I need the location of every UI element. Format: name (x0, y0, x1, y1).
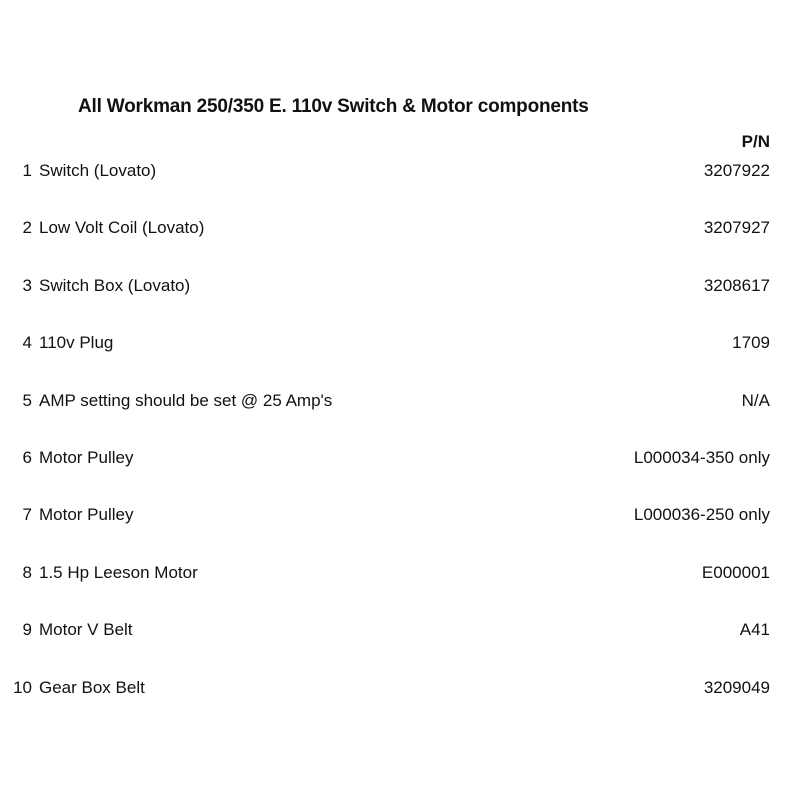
item-description: 110v Plug (39, 333, 114, 353)
item-part-number: 3207927 (703, 218, 770, 238)
item-part-number: A41 (739, 620, 770, 640)
list-item (0, 620, 800, 644)
item-part-number: L000034-350 only (633, 448, 770, 467)
item-number: 2 (22, 218, 32, 238)
list-item (0, 391, 800, 415)
item-number: 1 (22, 161, 32, 180)
list-item (0, 448, 800, 472)
item-part-number: 3209049 (703, 677, 770, 697)
item-number: 9 (22, 620, 32, 640)
list-item (0, 678, 800, 702)
item-description: AMP setting should be set @ 25 Amp's (39, 390, 333, 410)
item-part-number: N/A (741, 390, 770, 410)
item-number: 8 (22, 562, 32, 582)
item-number: 10 (13, 677, 32, 697)
page-title: All Workman 250/350 E. 110v Switch & Motor components (78, 96, 589, 117)
list-item (0, 161, 800, 185)
item-part-number: E000001 (701, 562, 770, 582)
item-part-number: 3208617 (703, 275, 770, 295)
item-description: Switch (Lovato) (39, 161, 157, 180)
item-description: Motor Pulley (39, 448, 134, 467)
list-item (0, 218, 800, 242)
item-description: Gear Box Belt (39, 677, 145, 697)
item-part-number: 3207922 (703, 161, 770, 180)
item-number: 5 (22, 390, 32, 410)
item-description: Motor Pulley (39, 505, 134, 525)
item-description: Switch Box (Lovato) (39, 275, 191, 295)
item-number: 4 (22, 333, 32, 353)
list-item (0, 563, 800, 587)
list-item (0, 505, 800, 529)
item-description: Low Volt Coil (Lovato) (39, 218, 205, 238)
list-item (0, 333, 800, 357)
item-description: 1.5 Hp Leeson Motor (39, 562, 198, 582)
item-part-number: L000036-250 only (633, 505, 770, 525)
item-number: 6 (22, 448, 32, 467)
part-number-header: P/N (741, 132, 770, 151)
item-number: 3 (22, 275, 32, 295)
item-number: 7 (22, 505, 32, 525)
list-item (0, 276, 800, 300)
item-description: Motor V Belt (39, 620, 133, 640)
item-part-number: 1709 (732, 333, 770, 353)
